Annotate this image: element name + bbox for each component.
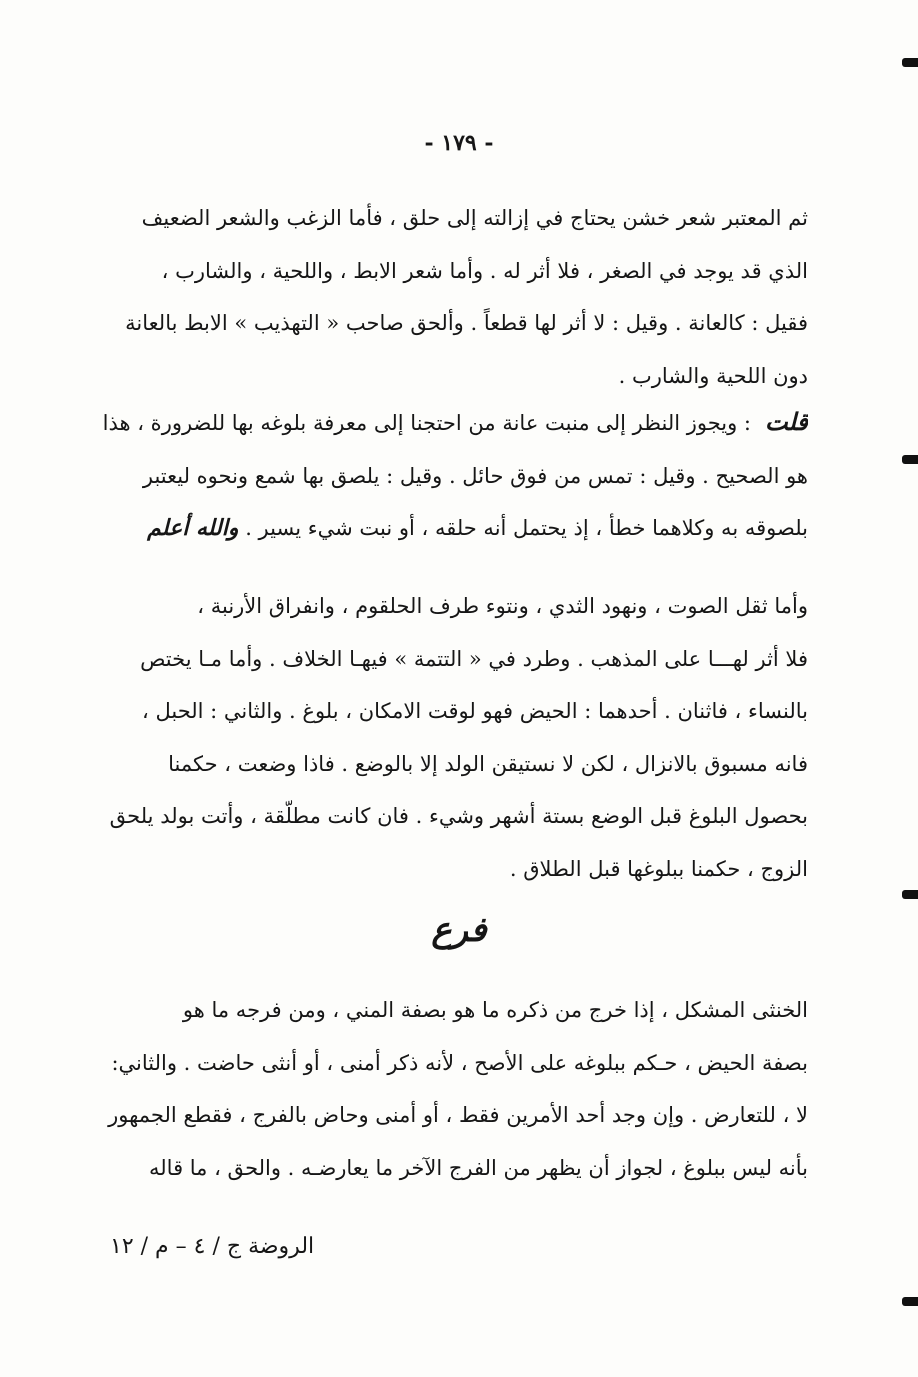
paragraph-puberty-signs <box>78 580 808 895</box>
text-line: فانه مسبوق بالانزال ، لكن لا نستيقن الولد إلا بالوضع . فاذا وضعت ، حكمنا <box>168 751 808 776</box>
text-line: وأما ثقل الصوت ، ونهود الثدي ، ونتوء طرف الحلقوم ، وانفراق الأرنبة ، <box>197 594 808 618</box>
text-line: بصفة الحيض ، حـكم ببلوغه على الأصح ، لأنه ذكر أمنى ، أو أنثى حاضت . والثاني: <box>111 1050 808 1075</box>
text-line: الذي قد يوجد في الصغر ، فلا أثر له . وأما شعر الابط ، واللحية ، والشارب ، <box>161 258 808 283</box>
edge-scan-mark <box>902 58 918 67</box>
text-line: هو الصحيح . وقيل : تمس من فوق حائل . وقيل : يلصق بها شمع ونحوه ليعتبر <box>142 463 808 488</box>
text-line: بحصول البلوغ قبل الوضع بستة أشهر وشيء . فان كانت مطلّقة ، وأتت بولد يلحق <box>109 804 808 828</box>
text-line: الخنثى المشكل ، إذا خرج من ذكره ما هو بصفة المني ، ومن فرجه ما هو <box>182 998 808 1022</box>
text-line <box>78 396 808 450</box>
text-line: دون اللحية والشارب . <box>618 363 808 388</box>
footer-signature: الروضة ج / ٤ – م / ١٢ <box>110 1234 315 1259</box>
paragraph-hair-criterion <box>78 192 808 402</box>
text-fragment: : ويجوز النظر إلى منبت عانة من احتجنا إلى معرفة بلوغه بها للضرورة ، هذا <box>102 411 752 435</box>
text-line <box>78 502 808 555</box>
text-line: الزوج ، حكمنا ببلوغها قبل الطلاق . <box>509 856 808 881</box>
text-line: بالنساء ، فاثنان . أحدهما : الحيض فهو لوقت الامكان ، بلوغ . والثاني : الحبل ، <box>142 699 808 723</box>
edge-scan-mark <box>902 890 918 899</box>
text-line: فقيل : كالعانة . وقيل : لا أثر لها قطعاً . وألحق صاحب « التهذيب » الابط بالعانة <box>125 311 808 335</box>
paragraph-khuntha <box>78 984 808 1194</box>
edge-scan-mark <box>902 1297 918 1306</box>
text-line: ثم المعتبر شعر خشن يحتاج في إزالته إلى حلق ، فأما الزغب والشعر الضعيف <box>141 206 808 230</box>
text-line: فلا أثر لهـــا على المذهب . وطرد في « التتمة » فيهـا الخلاف . وأما مـا يختص <box>140 646 808 671</box>
section-heading-far: فرع <box>431 910 487 950</box>
wallahu-alam-closing: والله أعلم <box>147 515 239 541</box>
page-number: - ١٧٩ - <box>424 130 494 156</box>
text-line: لا ، للتعارض . وإن وجد أحد الأمرين فقط ، أو أمنى وحاض بالفرج ، فقطع الجمهور <box>108 1103 808 1127</box>
paragraph-qultu <box>78 396 808 555</box>
text-line: بأنه ليس ببلوغ ، لجواز أن يظهر من الفرج الآخر ما يعارضـه . والحق ، ما قاله <box>149 1155 808 1180</box>
text-fragment: بلصوقه به وكلاهما خطأ ، إذ يحتمل أنه حلقه ، أو نبت شيء يسير . <box>245 516 808 540</box>
qultu-marker: قلت <box>765 407 808 436</box>
edge-scan-mark <box>902 455 918 464</box>
